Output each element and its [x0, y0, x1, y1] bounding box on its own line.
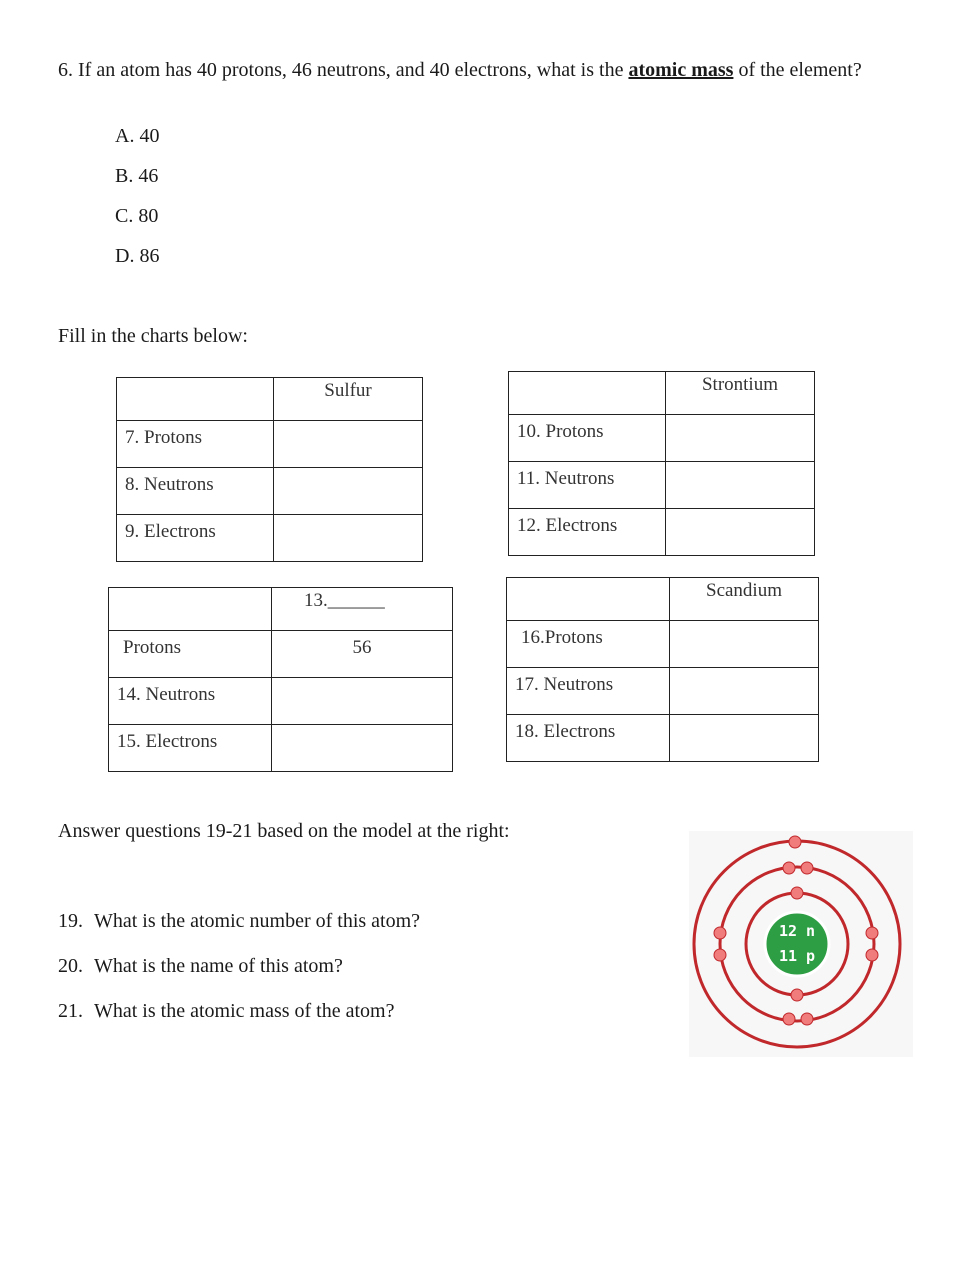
row-label: 8. Neutrons: [117, 468, 274, 515]
row-label: 15. Electrons: [109, 725, 272, 772]
row-label: 16.Protons: [507, 621, 670, 668]
electron: [791, 989, 803, 1001]
electron: [783, 862, 795, 874]
electron: [789, 836, 801, 848]
atom-model-diagram: [689, 831, 913, 1057]
question-6-prefix: 6. If an atom has 40 protons, 46 neutrons, and 40 electrons, what is the: [58, 59, 629, 81]
chart-unknown-element: [108, 587, 453, 772]
answer-cell[interactable]: [666, 509, 815, 556]
row-label: 11. Neutrons: [509, 462, 666, 509]
neutron-label: 12 n: [778, 922, 816, 940]
question-19: [58, 910, 420, 933]
question-21: [58, 1000, 394, 1023]
answer-cell[interactable]: [670, 621, 819, 668]
row-label: 14. Neutrons: [109, 678, 272, 725]
answer-cell[interactable]: [670, 715, 819, 762]
option-d[interactable]: D. 86: [115, 245, 160, 267]
question-number: 20.: [58, 955, 83, 977]
answer-cell[interactable]: [666, 415, 815, 462]
chart-empty-corner: [117, 378, 274, 421]
question-6: [58, 57, 918, 84]
chart-empty-corner: [109, 588, 272, 631]
electron: [714, 949, 726, 961]
answer-cell[interactable]: [274, 468, 423, 515]
electron: [866, 949, 878, 961]
electron: [801, 862, 813, 874]
answer-cell[interactable]: [274, 515, 423, 562]
row-label: 17. Neutrons: [507, 668, 670, 715]
answer-cell[interactable]: [272, 678, 453, 725]
question-number: 19.: [58, 910, 83, 932]
chart-header: Scandium: [670, 578, 819, 621]
chart-scandium: [506, 577, 819, 762]
row-label: 18. Electrons: [507, 715, 670, 762]
answer-cell[interactable]: [666, 462, 815, 509]
fill-instruction: Fill in the charts below:: [58, 325, 248, 347]
row-label: 7. Protons: [117, 421, 274, 468]
chart-empty-corner: [507, 578, 670, 621]
chart-empty-corner: [509, 372, 666, 415]
option-b[interactable]: B. 46: [115, 165, 159, 187]
question-text: What is the atomic mass of the atom?: [94, 1000, 395, 1022]
option-a[interactable]: A. 40: [115, 125, 160, 147]
answer-cell[interactable]: [274, 421, 423, 468]
row-label: Protons: [109, 631, 272, 678]
model-intro: Answer questions 19-21 based on the model at the right:: [58, 820, 510, 842]
electron: [714, 927, 726, 939]
question-20: [58, 955, 343, 978]
chart-header: Strontium: [666, 372, 815, 415]
electron: [783, 1013, 795, 1025]
electron: [801, 1013, 813, 1025]
chart-sulfur: [116, 377, 423, 562]
row-label: 10. Protons: [509, 415, 666, 462]
row-label: 12. Electrons: [509, 509, 666, 556]
answer-cell[interactable]: [272, 725, 453, 772]
question-text: What is the name of this atom?: [94, 955, 343, 977]
question-number: 21.: [58, 1000, 83, 1022]
proton-label: 11 p: [778, 947, 816, 965]
question-6-emphasis: atomic mass: [628, 59, 734, 81]
chart-header: Sulfur: [274, 378, 423, 421]
electron: [791, 887, 803, 899]
question-text: What is the atomic number of this atom?: [94, 910, 421, 932]
answer-cell: 56: [272, 631, 453, 678]
answer-cell[interactable]: [670, 668, 819, 715]
question-6-suffix: of the element?: [733, 59, 862, 81]
row-label: 9. Electrons: [117, 515, 274, 562]
chart-strontium: [508, 371, 815, 556]
chart-header[interactable]: 13.______: [272, 588, 453, 631]
option-c[interactable]: C. 80: [115, 205, 159, 227]
electron: [866, 927, 878, 939]
